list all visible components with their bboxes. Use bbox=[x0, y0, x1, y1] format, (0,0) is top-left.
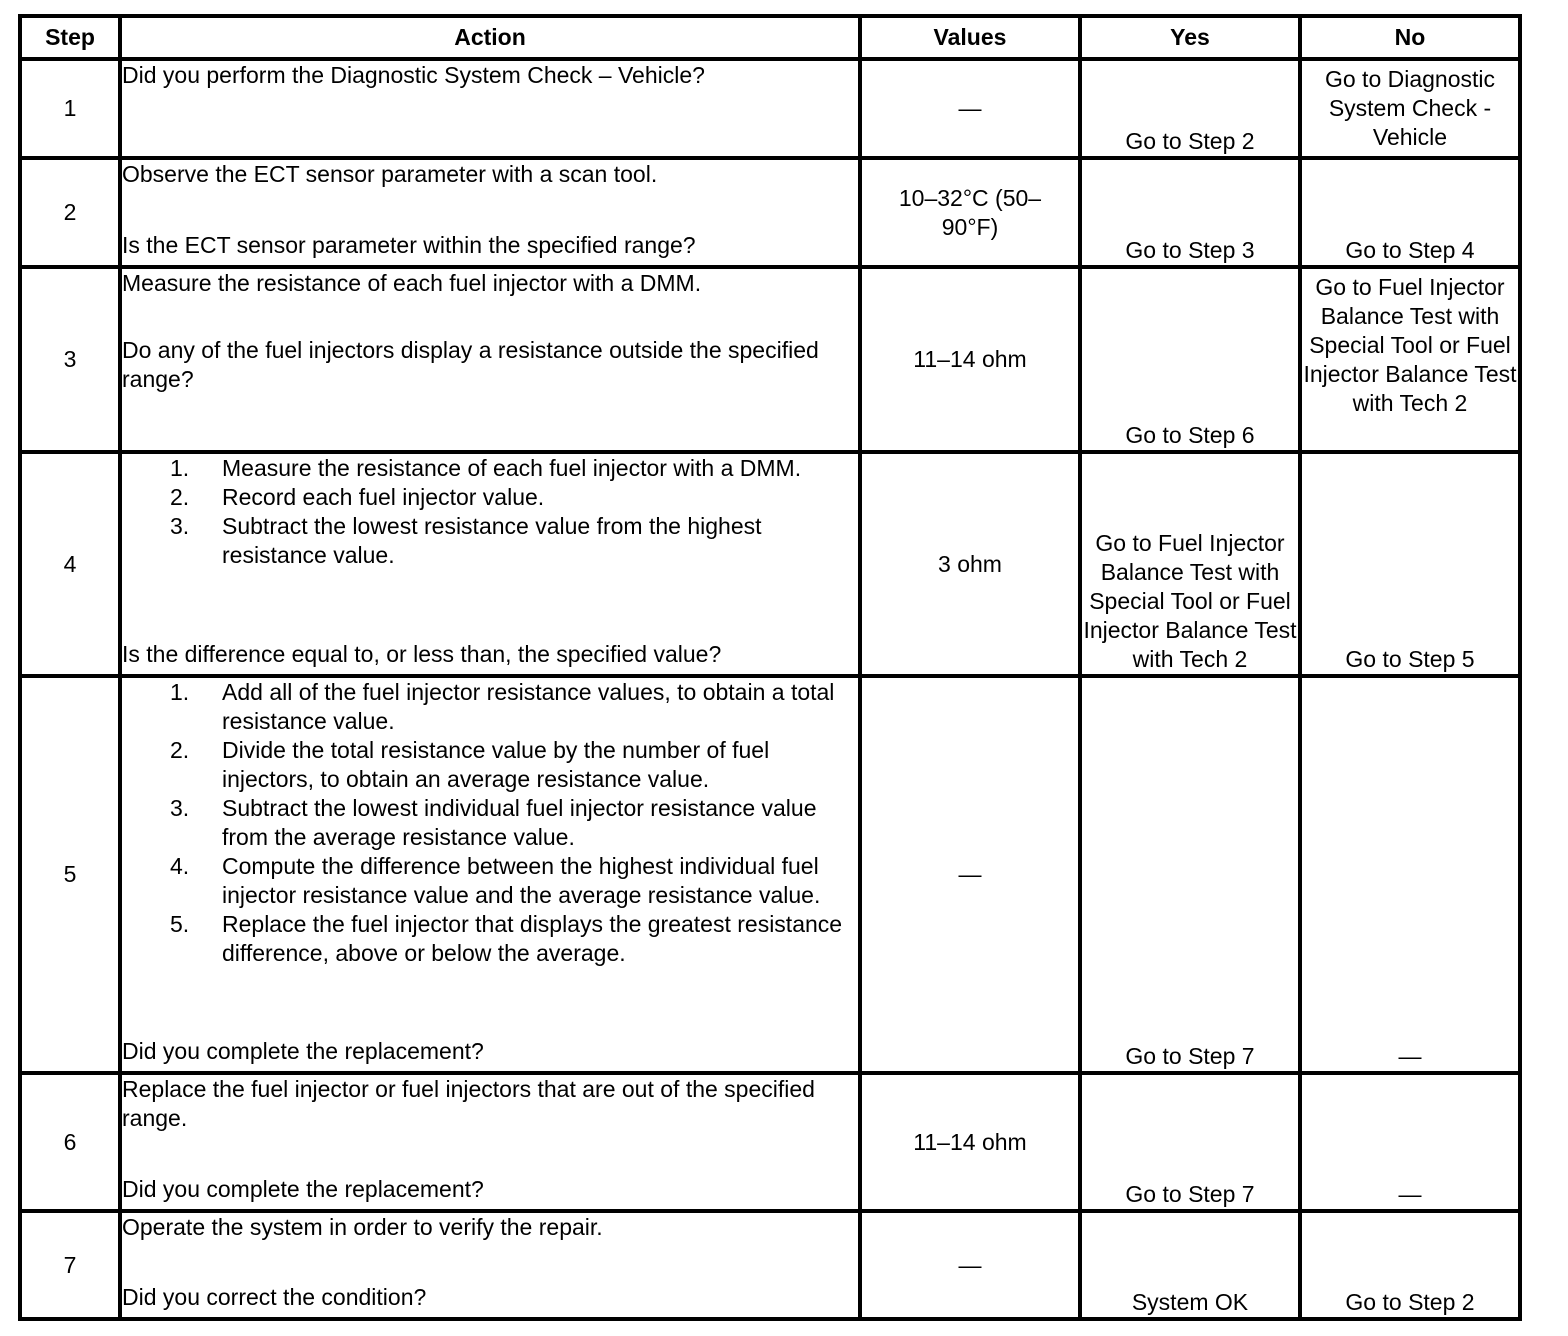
action-top bbox=[122, 269, 858, 394]
yes-text: Go to Step 2 bbox=[1125, 128, 1255, 154]
list-item-number: 4. bbox=[170, 853, 190, 879]
numbered-list bbox=[122, 454, 858, 570]
value-cell bbox=[860, 1211, 1080, 1319]
no-text: Go to Diagnostic System Check - Vehicle bbox=[1324, 66, 1496, 150]
action-content bbox=[122, 1075, 858, 1204]
action-content bbox=[122, 269, 858, 445]
step-number: 6 bbox=[20, 1073, 120, 1211]
table-row bbox=[20, 676, 1520, 1073]
list-item bbox=[122, 736, 858, 794]
action-top bbox=[122, 1075, 858, 1133]
action-top bbox=[122, 61, 858, 90]
value-text: 11–14 ohm bbox=[913, 346, 1027, 372]
no-cell bbox=[1300, 1211, 1520, 1319]
list-item-text: Measure the resistance of each fuel injector with a DMM. bbox=[222, 455, 802, 481]
list-item-text: Add all of the fuel injector resistance values, to obtain a total resistance value. bbox=[222, 679, 835, 734]
action-top bbox=[122, 678, 858, 968]
list-item-text: Divide the total resistance value by the number of fuel injectors, to obtain an average resistance value. bbox=[222, 737, 770, 792]
value-text: — bbox=[958, 1251, 982, 1278]
action-question: Did you correct the condition? bbox=[122, 1284, 427, 1310]
value-text: 3 ohm bbox=[938, 550, 1002, 577]
list-item-text: Replace the fuel injector that displays the greatest resistance difference, above or below the average. bbox=[222, 911, 843, 966]
no-cell bbox=[1300, 1073, 1520, 1211]
action-content bbox=[122, 1213, 858, 1312]
value-cell bbox=[860, 158, 1080, 267]
no-text: Go to Step 4 bbox=[1345, 237, 1475, 263]
header-step: Step bbox=[20, 16, 120, 59]
value-text: 10–32°C (50–90°F) bbox=[898, 184, 1042, 240]
action-text: Did you perform the Diagnostic System Check – Vehicle? bbox=[122, 62, 705, 88]
yes-text: Go to Step 3 bbox=[1125, 237, 1255, 263]
action-top bbox=[122, 454, 858, 570]
header-values: Values bbox=[860, 16, 1080, 59]
action-content bbox=[122, 61, 858, 151]
list-item bbox=[122, 483, 858, 512]
action-text: Replace the fuel injector or fuel injectors that are out of the specified range. bbox=[122, 1076, 815, 1131]
no-cell bbox=[1300, 452, 1520, 676]
action-top bbox=[122, 1213, 858, 1242]
action-question: Did you complete the replacement? bbox=[122, 1176, 484, 1202]
no-text: — bbox=[1398, 1181, 1422, 1207]
step-number: 5 bbox=[20, 676, 120, 1073]
step-number: 7 bbox=[20, 1211, 120, 1319]
yes-text: Go to Step 7 bbox=[1125, 1181, 1255, 1207]
list-item-text: Compute the difference between the highest individual fuel injector resistance value and the average resistance value. bbox=[222, 853, 821, 908]
list-item-text: Subtract the lowest resistance value from the highest resistance value. bbox=[222, 513, 762, 568]
value-cell bbox=[860, 452, 1080, 676]
yes-text: Go to Step 6 bbox=[1125, 422, 1255, 448]
value-cell bbox=[860, 59, 1080, 158]
yes-cell bbox=[1080, 59, 1300, 158]
yes-cell bbox=[1080, 267, 1300, 452]
yes-cell bbox=[1080, 676, 1300, 1073]
no-text: Go to Step 5 bbox=[1345, 646, 1475, 672]
list-item-number: 5. bbox=[170, 911, 190, 937]
no-cell bbox=[1300, 676, 1520, 1073]
numbered-list bbox=[122, 678, 858, 968]
header-yes: Yes bbox=[1080, 16, 1300, 59]
yes-text: Go to Fuel Injector Balance Test with Special Tool or Fuel Injector Balance Test with Tech 2 bbox=[1083, 530, 1297, 672]
header-action: Action bbox=[120, 16, 860, 59]
action-cell bbox=[120, 452, 860, 676]
table-row bbox=[20, 1073, 1520, 1211]
action-content bbox=[122, 160, 858, 260]
step-number: 2 bbox=[20, 158, 120, 267]
step-number: 4 bbox=[20, 452, 120, 676]
step-number: 1 bbox=[20, 59, 120, 158]
table-row bbox=[20, 59, 1520, 158]
no-text: — bbox=[1398, 1043, 1422, 1069]
action-question: Did you complete the replacement? bbox=[122, 1038, 484, 1064]
action-question: Is the ECT sensor parameter within the specified range? bbox=[122, 232, 696, 258]
action-content bbox=[122, 454, 858, 669]
no-text: Go to Step 2 bbox=[1345, 1289, 1475, 1315]
list-item-number: 2. bbox=[170, 484, 190, 510]
value-cell bbox=[860, 267, 1080, 452]
action-text: Measure the resistance of each fuel injector with a DMM. bbox=[122, 270, 702, 296]
list-item bbox=[122, 678, 858, 736]
action-text: Observe the ECT sensor parameter with a scan tool. bbox=[122, 161, 658, 187]
action-cell bbox=[120, 1073, 860, 1211]
action-cell bbox=[120, 59, 860, 158]
list-item bbox=[122, 512, 858, 570]
value-text: 11–14 ohm bbox=[913, 1128, 1027, 1155]
list-item-text: Record each fuel injector value. bbox=[222, 484, 545, 510]
action-cell bbox=[120, 267, 860, 452]
action-cell bbox=[120, 676, 860, 1073]
yes-cell bbox=[1080, 158, 1300, 267]
list-item bbox=[122, 910, 858, 968]
action-cell bbox=[120, 158, 860, 267]
action-text: Operate the system in order to verify the repair. bbox=[122, 1214, 603, 1240]
yes-text: Go to Step 7 bbox=[1125, 1043, 1255, 1069]
list-item-text: Subtract the lowest individual fuel injector resistance value from the average resistance value. bbox=[222, 795, 817, 850]
value-text: — bbox=[958, 95, 982, 121]
list-item bbox=[122, 794, 858, 852]
list-item-number: 3. bbox=[170, 513, 190, 539]
list-item-number: 2. bbox=[170, 737, 190, 763]
action-cell bbox=[120, 1211, 860, 1319]
header-row bbox=[20, 16, 1520, 59]
header-no: No bbox=[1300, 16, 1520, 59]
no-cell bbox=[1300, 267, 1520, 452]
list-item bbox=[122, 852, 858, 910]
diagnostic-table bbox=[18, 14, 1522, 1321]
value-text: — bbox=[958, 861, 982, 887]
table-row bbox=[20, 452, 1520, 676]
step-number: 3 bbox=[20, 267, 120, 452]
list-item-number: 3. bbox=[170, 795, 190, 821]
yes-cell bbox=[1080, 452, 1300, 676]
action-content bbox=[122, 678, 858, 1066]
list-item bbox=[122, 454, 858, 483]
list-item-number: 1. bbox=[170, 679, 190, 705]
no-cell bbox=[1300, 158, 1520, 267]
list-item-number: 1. bbox=[170, 455, 190, 481]
action-text: Do any of the fuel injectors display a resistance outside the specified range? bbox=[122, 337, 819, 392]
value-cell bbox=[860, 1073, 1080, 1211]
no-cell bbox=[1300, 59, 1520, 158]
yes-cell bbox=[1080, 1073, 1300, 1211]
table-row bbox=[20, 158, 1520, 267]
action-question: Is the difference equal to, or less than, the specified value? bbox=[122, 641, 722, 667]
table-row bbox=[20, 267, 1520, 452]
yes-text: System OK bbox=[1131, 1289, 1249, 1315]
no-text: Go to Fuel Injector Balance Test with Special Tool or Fuel Injector Balance Test with Tech 2 bbox=[1303, 274, 1517, 416]
value-cell bbox=[860, 676, 1080, 1073]
yes-cell bbox=[1080, 1211, 1300, 1319]
table-row bbox=[20, 1211, 1520, 1319]
action-top bbox=[122, 160, 858, 189]
